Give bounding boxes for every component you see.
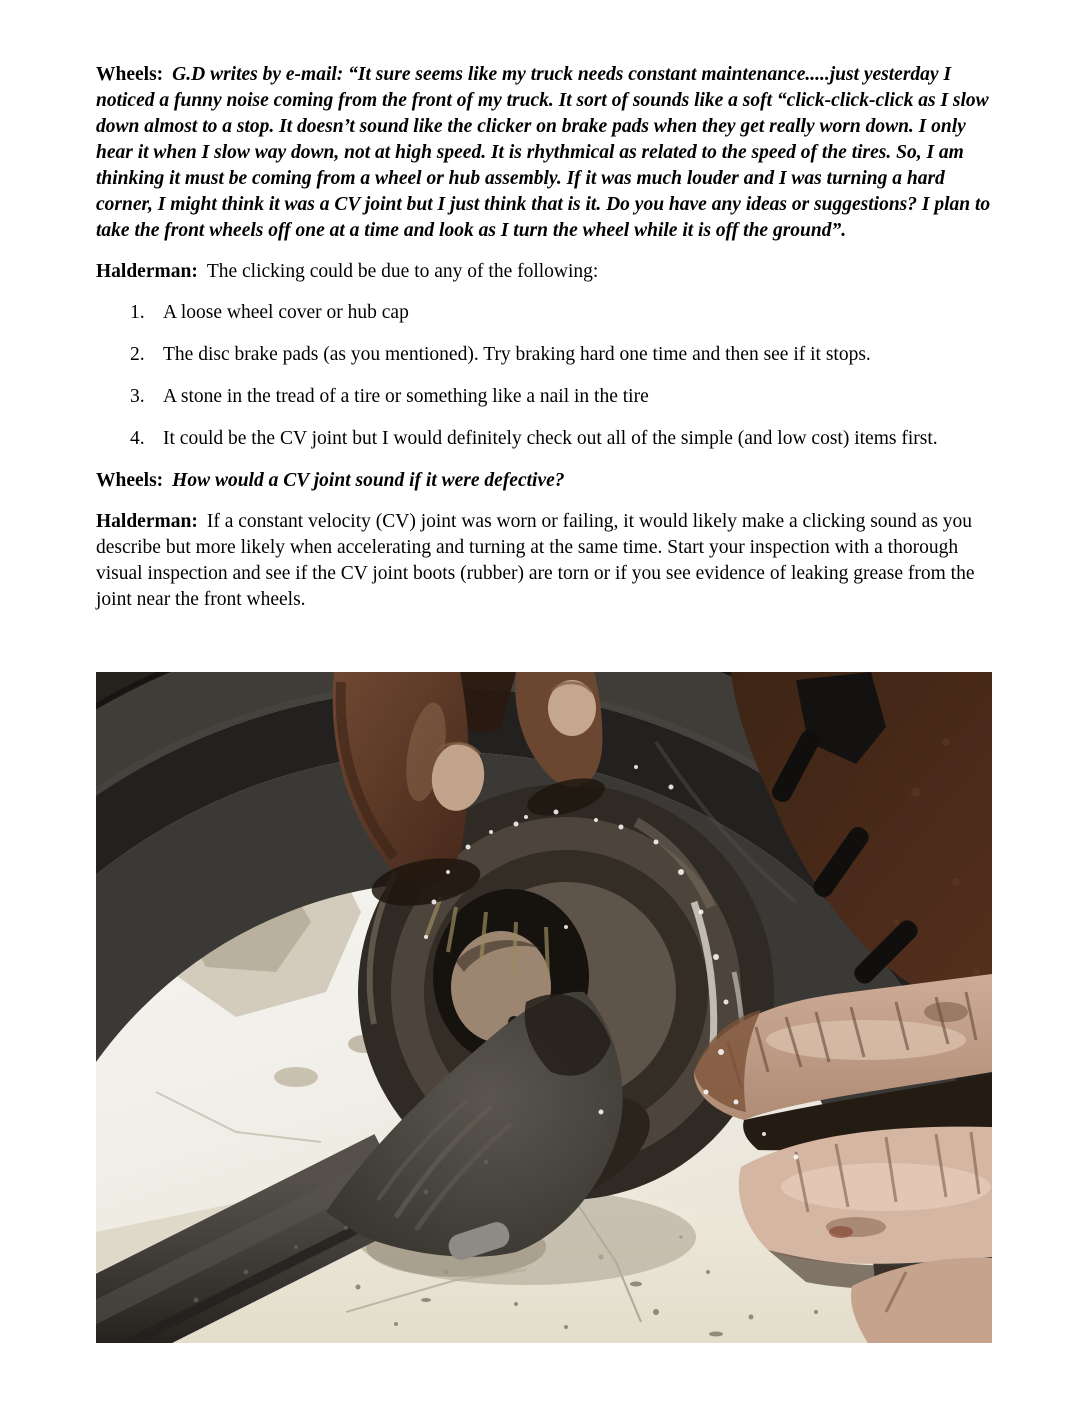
- speaker-label: Halderman:: [96, 511, 198, 532]
- list-item: [96, 384, 992, 410]
- list-item-text: It could be the CV joint but I would definitely check out all of the simple (and low cost) items first.: [163, 428, 938, 449]
- answer-text: The clicking could be due to any of the following:: [206, 261, 599, 282]
- paragraph-wheels-question-1: [96, 62, 992, 244]
- numbered-list: [96, 300, 992, 452]
- speaker-label: Halderman:: [96, 261, 198, 282]
- paragraph-halderman-answer-2: [96, 509, 992, 613]
- list-item: [96, 300, 992, 326]
- list-item: [96, 342, 992, 368]
- paragraph-halderman-answer-1: [96, 259, 992, 285]
- speaker-label: Wheels:: [96, 64, 164, 85]
- answer-text: If a constant velocity (CV) joint was worn or failing, it would likely make a clicking sound as you describe but more likely when accelerating and turning at the same time. Start your inspection with a thorough visual inspection and see if the CV joint boots (rubber) are torn or if you see evidence of leaking grease from the joint near the front wheels.: [96, 511, 975, 610]
- question-text: G.D writes by e-mail: “It sure seems like my truck needs constant maintenance.....just yesterday I noticed a funny noise coming from the front of my truck. It sort of sounds like a soft “click-click-click as I slow down almost to a stop. It doesn’t sound like the clicker on brake pads when they get really worn down. I only hear it when I slow way down, not at high speed. It is rhythmical as related to the speed of the tires. So, I am thinking it must be coming from a wheel or hub assembly. If it was much louder and I was turning a hard corner, I might think it was a CV joint but I just think that is it. Do you have any ideas or suggestions? I plan to take the front wheels off one at a time and look as I turn the wheel while it is off the ground”.: [96, 64, 991, 241]
- list-item: [96, 426, 992, 452]
- question-text: How would a CV joint sound if it were defective?: [172, 470, 565, 491]
- speaker-label: Wheels:: [96, 470, 164, 491]
- list-item-text: A stone in the tread of a tire or something like a nail in the tire: [163, 386, 649, 407]
- list-number: 3.: [130, 386, 145, 407]
- paragraph-wheels-question-2: [96, 468, 992, 494]
- list-number: 1.: [130, 302, 145, 323]
- list-item-text: A loose wheel cover or hub cap: [163, 302, 409, 323]
- cv-joint-photo: [96, 672, 992, 1343]
- list-item-text: The disc brake pads (as you mentioned). Try braking hard one time and then see if it stops.: [163, 344, 871, 365]
- document-page: [96, 62, 992, 628]
- list-number: 2.: [130, 344, 145, 365]
- list-number: 4.: [130, 428, 145, 449]
